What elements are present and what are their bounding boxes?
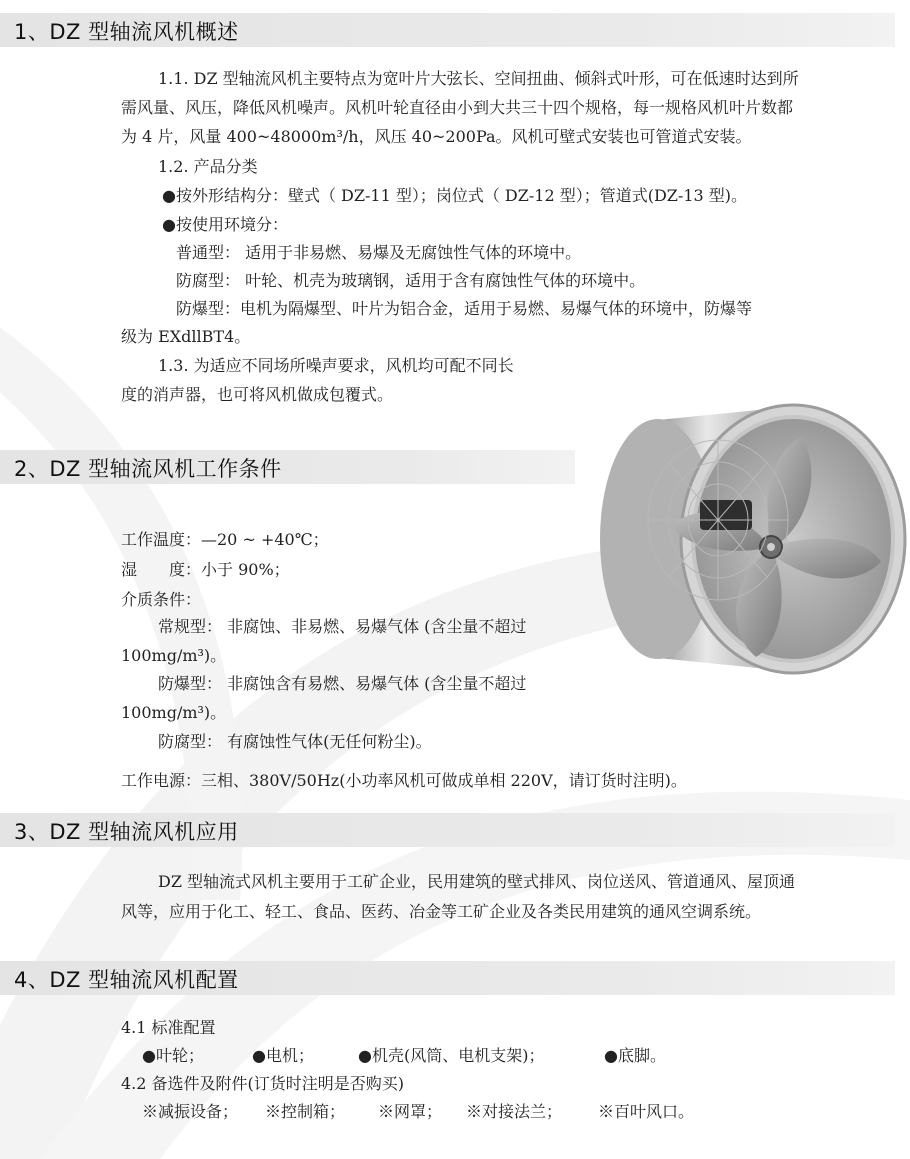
s1-type-anticorrosion: 防腐型： 叶轮、机壳为玻璃钢，适用于含有腐蚀性气体的环境中。 — [176, 271, 646, 290]
s1-p2: 1.2. 产品分类 — [158, 157, 258, 176]
s2-media-anticorrosion: 防腐型： 有腐蚀性气体(无任何粉尘)。 — [158, 732, 432, 751]
s4-opt-item-controlbox: ※控制箱； — [265, 1102, 346, 1121]
s4-opt-item-damper: ※减振设备； — [142, 1102, 239, 1121]
s1-p3-line1: 1.3. 为适应不同场所噪声要求，风机均可配不同长 — [158, 356, 514, 375]
s1-type-normal: 普通型： 适用于非易燃、易爆及无腐蚀性气体的环境中。 — [176, 243, 582, 262]
s4-opt-item-flange: ※对接法兰； — [466, 1102, 563, 1121]
s1-type-explosionproof-cont: 级为 EXdllBT4。 — [121, 327, 251, 346]
s1-bullet-shape: ●按外形结构分：壁式（ DZ-11 型）；岗位式（ DZ-12 型）；管道式(DZ-13 型)。 — [162, 186, 748, 205]
section-4-header — [0, 961, 895, 995]
s2-power: 工作电源：三相、380V/50Hz(小功率风机可做成单相 220V，请订货时注明)。 — [121, 771, 687, 790]
s2-media-explosionproof: 防爆型： 非腐蚀含有易燃、易爆气体 (含尘量不超过 — [158, 674, 527, 693]
section-3-header — [0, 813, 895, 847]
axial-fan-image — [588, 400, 910, 678]
s1-p3-line2: 度的消声器，也可将风机做成包覆式。 — [121, 385, 394, 404]
s3-line2: 风等，应用于化工、轻工、食品、医药、冶金等工矿企业及各类民用建筑的通风空调系统。 — [121, 902, 762, 921]
s4-standard-label: 4.1 标准配置 — [121, 1018, 216, 1037]
s4-opt-item-guard: ※网罩； — [378, 1102, 443, 1121]
s2-media-normal-cont: 100mg/m³)。 — [121, 646, 227, 665]
fan-illustration — [588, 400, 910, 678]
section-2-header — [0, 450, 575, 484]
s4-std-item-motor: ●电机； — [252, 1046, 314, 1065]
s4-opt-item-louver: ※百叶风口。 — [598, 1102, 695, 1121]
s4-std-item-casing: ●机壳(风筒、电机支架)； — [358, 1046, 545, 1065]
section-2-title: 2、DZ 型轴流风机工作条件 — [14, 457, 282, 481]
s4-optional-label: 4.2 备选件及附件(订货时注明是否购买) — [121, 1074, 405, 1093]
s1-p1-line3: 为 4 片，风量 400~48000m³/h，风压 40~200Pa。风机可壁式安装也可管道式安装。 — [121, 127, 752, 146]
s3-line1: DZ 型轴流式风机主要用于工矿企业，民用建筑的壁式排风、岗位送风、管道通风、屋顶通 — [158, 872, 796, 891]
s2-humidity: 湿 度：小于 90%； — [121, 560, 290, 579]
s2-media-explosionproof-cont: 100mg/m³)。 — [121, 703, 227, 722]
s1-p1-line1: 1.1. DZ 型轴流风机主要特点为宽叶片大弦长、空间扭曲、倾斜式叶形，可在低速时达到所 — [158, 69, 799, 88]
section-1-title: 1、DZ 型轴流风机概述 — [14, 20, 239, 44]
section-3-title: 3、DZ 型轴流风机应用 — [14, 820, 239, 844]
s2-media-label: 介质条件： — [121, 590, 202, 609]
s1-bullet-env: ●按使用环境分： — [162, 215, 288, 234]
s1-type-explosionproof: 防爆型：电机为隔爆型、叶片为铝合金，适用于易燃、易爆气体的环境中，防爆等 — [176, 299, 753, 318]
s2-media-normal: 常规型： 非腐蚀、非易燃、易爆气体 (含尘量不超过 — [158, 617, 527, 636]
section-1-header — [0, 13, 895, 47]
s2-temperature: 工作温度：—20 ~ +40℃； — [121, 530, 329, 549]
section-4-title: 4、DZ 型轴流风机配置 — [14, 968, 239, 992]
s4-std-item-base: ●底脚。 — [604, 1046, 666, 1065]
s1-p1-line2: 需风量、风压，降低风机噪声。风机叶轮直径由小到大共三十四个规格，每一规格风机叶片数都 — [121, 98, 794, 117]
s4-std-item-impeller: ●叶轮； — [142, 1046, 204, 1065]
